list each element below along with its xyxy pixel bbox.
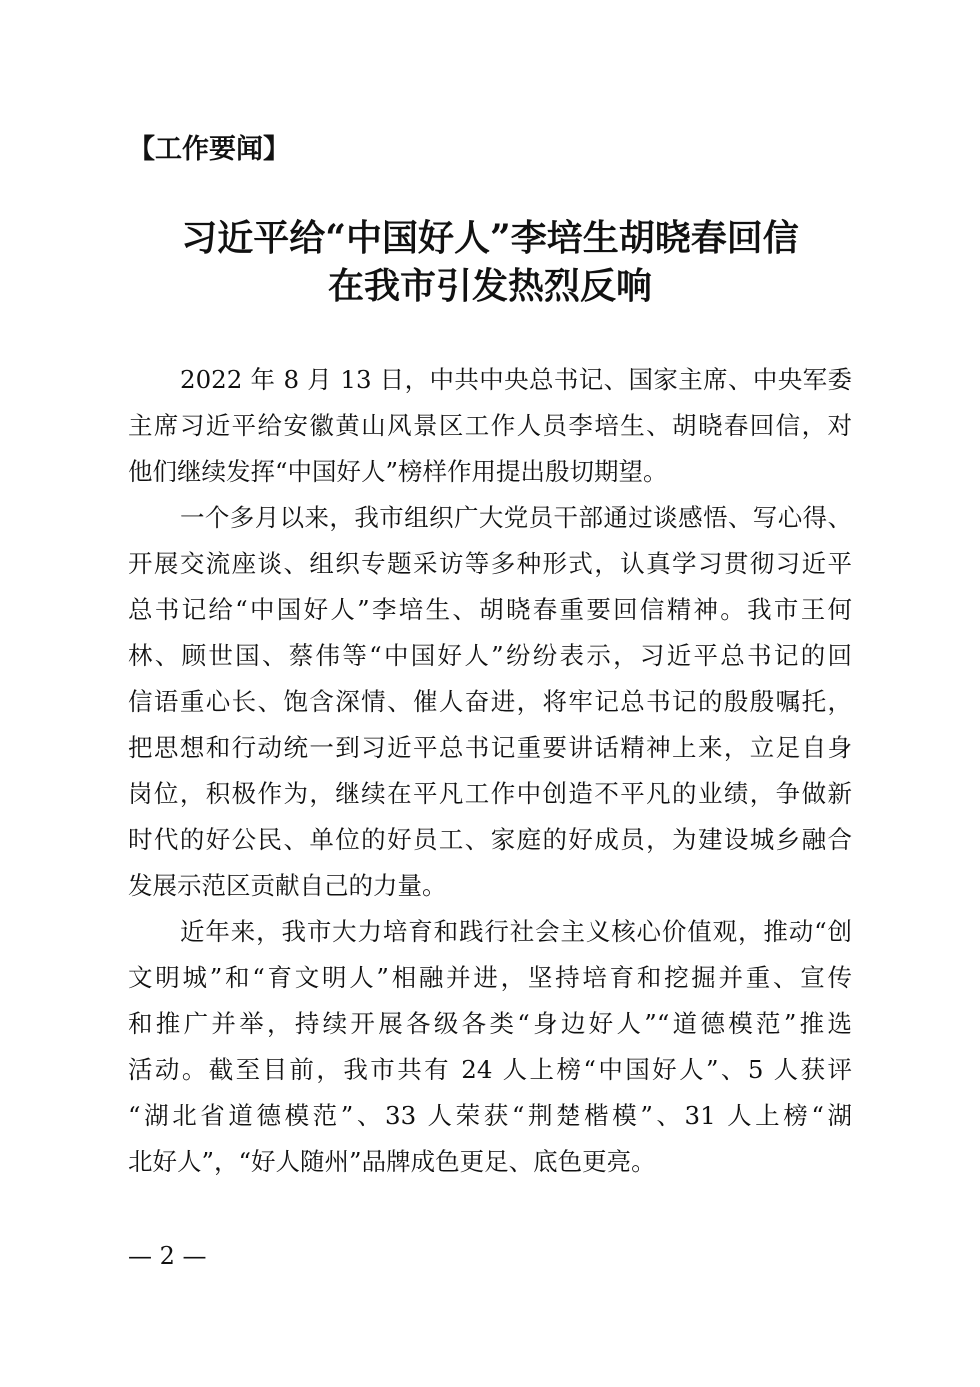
paragraph-line: 总书记给“中国好人”李培生、胡晓春重要回信精神。我市王何 xyxy=(128,595,852,624)
paragraph-line: 2022 年 8 月 13 日，中共中央总书记、国家主席、中央军委 xyxy=(180,365,852,394)
paragraph-line: 信语重心长、饱含深情、催人奋进，将牢记总书记的殷殷嘱托， xyxy=(128,687,852,716)
title-line-2: 在我市引发热烈反响 xyxy=(327,265,652,307)
article-body xyxy=(128,357,852,1185)
paragraph-line: 时代的好公民、单位的好员工、家庭的好成员，为建设城乡融合 xyxy=(128,825,852,854)
paragraph-line: “湖北省道德模范”、33 人荣获“荆楚楷模”、31 人上榜“湖 xyxy=(128,1101,852,1130)
page-number: — 2 — xyxy=(128,1242,207,1270)
paragraph-line: 发展示范区贡献自己的力量。 xyxy=(128,871,447,900)
paragraph-line: 林、顾世国、蔡伟等“中国好人”纷纷表示，习近平总书记的回 xyxy=(128,641,852,670)
paragraph-line: 和推广并举，持续开展各级各类“身边好人”“道德模范”推选 xyxy=(128,1009,852,1038)
paragraph-2 xyxy=(128,495,852,909)
paragraph-line: 北好人”，“好人随州”品牌成色更足、底色更亮。 xyxy=(128,1147,656,1176)
paragraph-3 xyxy=(128,909,852,1185)
paragraph-line: 主席习近平给安徽黄山风景区工作人员李培生、胡晓春回信，对 xyxy=(128,411,852,440)
paragraph-line: 一个多月以来，我市组织广大党员干部通过谈感悟、写心得、 xyxy=(180,503,852,532)
paragraph-line: 他们继续发挥“中国好人”榜样作用提出殷切期望。 xyxy=(128,457,668,486)
paragraph-line: 近年来，我市大力培育和践行社会主义核心价值观，推动“创 xyxy=(180,917,852,946)
section-tag: 【工作要闻】 xyxy=(128,134,290,165)
title-line-1: 习近平给“中国好人”李培生胡晓春回信 xyxy=(181,217,799,259)
paragraph-line: 把思想和行动统一到习近平总书记重要讲话精神上来，立足自身 xyxy=(128,733,852,762)
article-title xyxy=(128,214,852,310)
paragraph-line: 岗位，积极作为，继续在平凡工作中创造不平凡的业绩，争做新 xyxy=(128,779,852,808)
paragraph-line: 文明城”和“育文明人”相融并进，坚持培育和挖掘并重、宣传 xyxy=(128,963,852,992)
paragraph-line: 开展交流座谈、组织专题采访等多种形式，认真学习贯彻习近平 xyxy=(128,549,852,578)
paragraph-1 xyxy=(128,357,852,495)
paragraph-line: 活动。截至目前，我市共有 24 人上榜“中国好人”、5 人获评 xyxy=(128,1055,852,1084)
